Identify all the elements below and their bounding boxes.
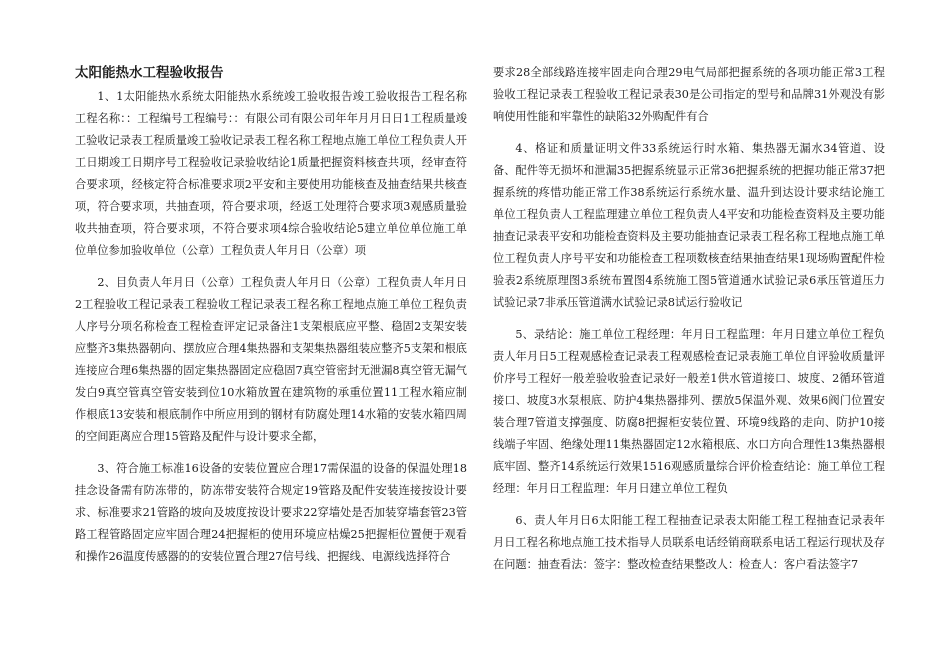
paragraph-2: 2、目负责人年月日（公章）工程负责人年月日（公章）工程负责人年月日2工程验收工程记录表工程验收工程记录表工程名称工程地点施工单位工程负责人序号分项名称检查工程检查评定记录备注1支架根底应平整、稳固2支架安装应整齐3集热器朝向、摆放应合理4集热器和支架集热器组装应整齐5支架和根底连接应合理6集热器的固定集热器固定应稳固7真空管密封无泄漏8真空管无漏气发白9真空管真空管安装到位10水箱放置在建筑物的承重位置11工程水箱应制作根底13安装和根底制作中所应用到的钢材有防腐处理14水箱的安装水箱四周的空间距离应合理15管路及配件与设计要求全都， [75,276,467,443]
document-title: 太阳能热水工程验收报告 [75,65,224,81]
left-column [75,62,467,578]
paragraph-6: 6、责人年月日6太阳能工程工程抽查记录表太阳能工程工程抽查记录表年月日工程名称地点施工技术指导人员联系电话经销商联系电话工程运行现状及存在问题：抽查看法：签字：整改检查结果整改人：检查人：客户看法签字7 [493,514,885,571]
paragraph-3: 3、符合施工标准16设备的安装位置应合理17需保温的设备的保温处理18挂念设备需有防冻带的，防冻带安装符合规定19管路及配件安装连接按设计要求、标准要求21管路的坡向及坡度按设计要求22穿墙处是否加装穿墙套管23管路工程管路固定应牢固合理24把握柜的使用环境应枯燥25把握柜位置便于观看和操作26温度传感器的的安装位置合理27信号线、把握线、电源线选择符合 [75,462,467,563]
right-column [493,62,885,586]
paragraph-1: 1、1太阳能热水系统太阳能热水系统竣工验收报告竣工验收报告工程名称工程名称：：工程编号工程编号：：有限公司有限公司年年月月日日1工程质量竣工验收记录表工程质量竣工验收记录表工程名称工程地点施工单位工程负责人开工日期竣工日期序号工程验收记录验收结论1质量把握资料核查共项，经审查符合要求项，经核定符合标准要求项2平安和主要使用功能核查及抽查结果共核查项，符合要求项，共抽查项，符合要求项，经返工处理符合要求项3观感质量验收共抽查项，符合要求项，不符合要求项4综合验收结论5建立单位单位施工单位单位参加验收单位（公章）工程负责人年月日（公章）项 [75,90,467,257]
paragraph-3-continued: 要求28全部线路连接牢固走向合理29电气局部把握系统的各项功能正常3工程验收工程记录表工程验收工程记录表30是公司指定的型号和品牌31外观没有影响使用性能和牢靠性的缺陷32外购配件有合 [493,66,885,123]
paragraph-4: 4、格证和质量证明文件33系统运行时水箱、集热器无漏水34管道、设备、配件等无损坏和泄漏35把握系统显示正常36把握系统的把握功能正常37把握系统的疼惜功能正常工作38系统运行系统水量、温升到达设计要求结论施工单位工程负责人工程监理建立单位工程负责人4平安和功能检查资料及主要功能抽查记录表平安和功能检查资料及主要功能抽查记录表工程名称工程地点施工单位工程负责人序号平安和功能检查工程项数核查结果抽查结果1现场购置配件检验表2系统原理图3系统布置图4系统施工图5管道通水试验记录6承压管道压力试验记录7非承压管道满水试验记录8试运行验收记 [493,142,885,309]
paragraph-5: 5、录结论：施工单位工程经理：年月日工程监理：年月日建立单位工程负责人年月日5工程观感检查记录表工程观感检查记录表施工单位自评验收质量评价序号工程好一般差验收验查记录好一般差1供水管道接口、坡度、2循环管道接口、坡度3水泵根底、防护4集热器排列、摆放5保温外观、效果6阀门位置安装合理7管道支撑强度、防腐8把握柜安装位置、环境9线路的走向、防护10接线端子牢固、绝缘处理11集热器固定12水箱根底、水口方向合理性13集热器根底牢固、整齐14系统运行效果1516观感质量综合评价检查结论：施工单位工程经理：年月日工程监理：年月日建立单位工程负 [493,328,885,495]
